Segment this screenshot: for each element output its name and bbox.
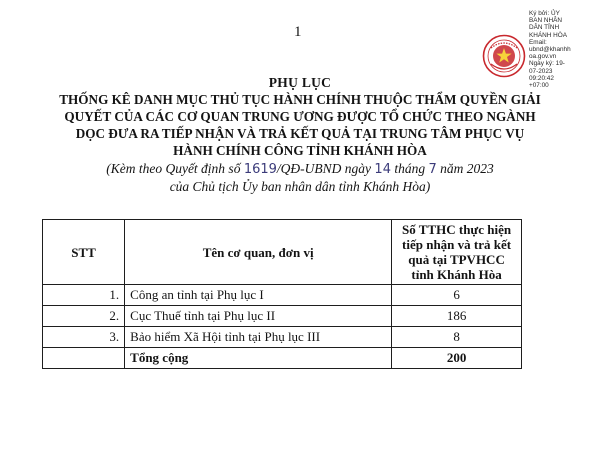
handwritten-day: 14 xyxy=(374,162,391,177)
row-procedure-count: 8 xyxy=(392,327,522,348)
row-stt: 1. xyxy=(43,285,125,306)
header-procedure-count: Số TTHC thực hiện tiếp nhận và trả kết quả tại TPVHCC tỉnh Khánh Hòa xyxy=(392,220,522,285)
table-row xyxy=(43,285,522,306)
total-count: 200 xyxy=(392,348,522,369)
document-title-line: THỐNG KÊ DANH MỤC THỦ TỤC HÀNH CHÍNH THUỘC THẨM QUYỀN GIẢI xyxy=(59,92,541,107)
header-stt: STT xyxy=(43,220,125,285)
row-procedure-count: 186 xyxy=(392,306,522,327)
row-agency-name: Công an tỉnh tại Phụ lục I xyxy=(125,285,392,306)
row-agency-name: Cục Thuế tỉnh tại Phụ lục II xyxy=(125,306,392,327)
procedures-table xyxy=(42,219,522,369)
table-row xyxy=(43,327,522,348)
signature-line: BAN NHÂN xyxy=(529,17,563,25)
decision-reference-line-1 xyxy=(60,160,540,178)
signature-line: 09:20:42 xyxy=(529,74,554,82)
table-total-row xyxy=(43,348,522,369)
row-stt: 3. xyxy=(43,327,125,348)
decision-reference-line-2: của Chủ tịch Ủy ban nhân dân tỉnh Khánh Hòa) xyxy=(169,179,431,194)
table-row xyxy=(43,306,522,327)
signature-line: Email: xyxy=(529,38,547,46)
signature-line: oa.gov.vn xyxy=(529,53,557,61)
signature-line: 07-2023 xyxy=(529,67,553,75)
signature-line: Ngày ký: 19- xyxy=(529,60,565,68)
row-agency-name: Bảo hiểm Xã Hội tỉnh tại Phụ lục III xyxy=(125,327,392,348)
document-title-line: HÀNH CHÍNH CÔNG TỈNH KHÁNH HÒA xyxy=(173,143,427,158)
signature-line: +07:00 xyxy=(529,82,549,90)
decision-code: /QĐ-UBND ngày xyxy=(276,161,375,176)
decision-prefix: (Kèm theo Quyết định số xyxy=(106,161,244,176)
row-stt: 2. xyxy=(43,306,125,327)
page-number: 1 xyxy=(294,24,302,40)
header-agency-name: Tên cơ quan, đơn vị xyxy=(125,220,392,285)
document-heading xyxy=(40,74,560,159)
appendix-label: PHỤ LỤC xyxy=(268,75,332,90)
signature-line: DÂN TỈNH xyxy=(529,24,560,32)
total-stt-cell xyxy=(43,348,125,369)
table-header-row xyxy=(43,220,522,285)
state-seal-icon xyxy=(482,34,526,78)
signature-line: Ký bởi: ỦY xyxy=(529,10,560,17)
year-text: năm 2023 xyxy=(436,161,494,176)
month-label: tháng xyxy=(390,161,429,176)
document-title-line: QUYẾT CỦA CÁC CƠ QUAN TRUNG ƯƠNG ĐƯỢC TỔ CHỨC THEO NGÀNH xyxy=(64,109,536,124)
signature-line: KHÁNH HÒA xyxy=(529,31,567,39)
signature-line: ubnd@khanhh xyxy=(529,46,571,54)
row-procedure-count: 6 xyxy=(392,285,522,306)
handwritten-decision-number: 1619 xyxy=(243,162,277,177)
decision-reference xyxy=(60,160,540,195)
handwritten-month: 7 xyxy=(428,162,437,177)
total-label: Tổng cộng xyxy=(125,348,392,369)
document-title-line: DỌC ĐƯA RA TIẾP NHẬN VÀ TRẢ KẾT QUẢ TẠI TRUNG TÂM PHỤC VỤ xyxy=(75,126,525,141)
